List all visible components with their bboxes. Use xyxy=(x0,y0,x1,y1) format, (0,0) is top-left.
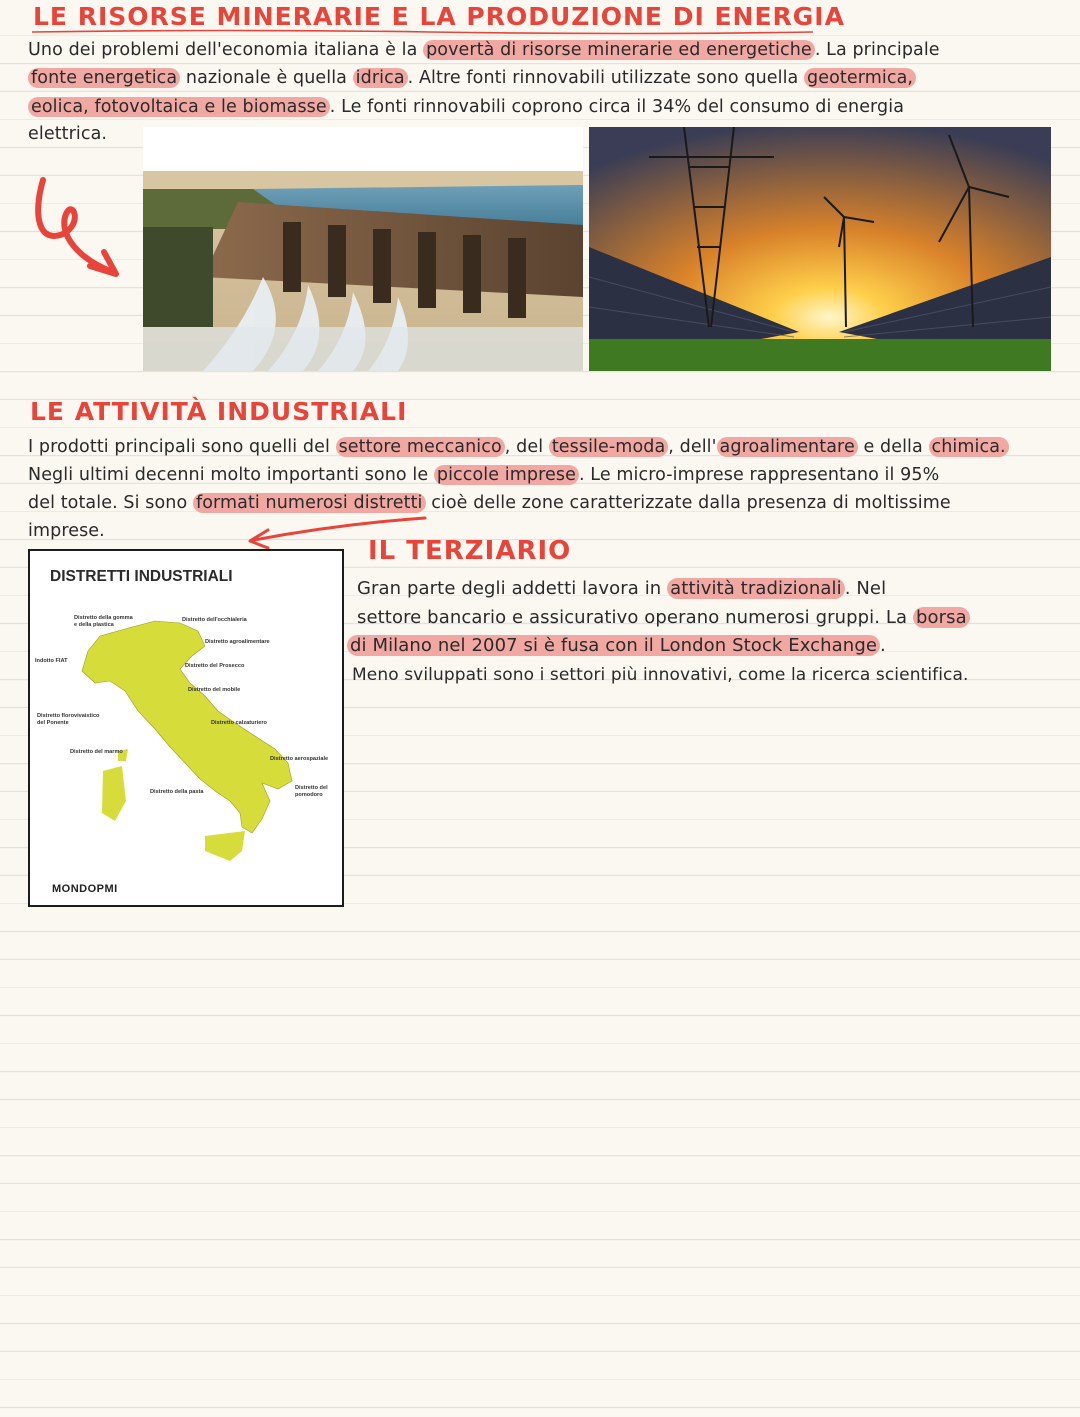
energy-text-line: Uno dei problemi dell'economia italiana è la povertà di risorse minerarie ed energetiche . La principale xyxy=(28,40,940,60)
label-fiat: Indotto FIAT xyxy=(35,658,68,664)
section-title-tertiary: IL TERZIARIO xyxy=(368,536,572,566)
label-pasta: Distretto della pasta xyxy=(150,789,204,795)
districts-map xyxy=(28,549,344,907)
tertiary-text-line: Meno sviluppati sono i settori più innovativi, come la ricerca scientifica. xyxy=(352,665,969,685)
industry-text-line: I prodotti principali sono quelli del settore meccanico , del tessile-moda , dell' agroalimentare e della chimica. xyxy=(28,434,1009,460)
arrow-doodle-icon xyxy=(28,174,128,284)
label-agrifood: Distretto agroalimentare xyxy=(205,639,270,645)
italy-map-shape xyxy=(30,551,342,905)
industry-text-line: Negli ultimi decenni molto importanti sono le piccole imprese . Le micro-imprese rappresentano il 95% xyxy=(28,465,940,485)
industry-text-line: del totale. Si sono formati numerosi distretti cioè delle zone caratterizzate dalla presenza di moltissime xyxy=(28,493,951,513)
title-underline xyxy=(30,29,815,35)
dam-photo xyxy=(143,127,583,371)
label-marble: Distretto del marmo xyxy=(70,749,123,755)
map-title: DISTRETTI INDUSTRIALI xyxy=(50,568,233,585)
energy-text-line: elettrica. xyxy=(28,124,108,144)
section-title-energy: LE RISORSE MINERARIE E LA PRODUZIONE DI ENERGIA xyxy=(33,2,845,31)
tertiary-text-line: di Milano nel 2007 si è fusa con il London Stock Exchange . xyxy=(347,633,886,659)
label-rubber-plastics: Distretto della gomma e della plastica xyxy=(74,615,133,628)
label-flowers: Distretto florovivaistico del Ponente xyxy=(37,713,100,726)
label-tomato: Distretto del pomodoro xyxy=(295,785,328,798)
label-aerospace: Distretto aerospaziale xyxy=(270,756,329,762)
industry-text-line: imprese. xyxy=(28,521,105,541)
tertiary-text-line: settore bancario e assicurativo operano numerosi gruppi. La borsa xyxy=(357,605,970,631)
tertiary-text-line: Gran parte degli addetti lavora in attività tradizionali . Nel xyxy=(357,578,887,599)
renewables-photo xyxy=(589,127,1051,371)
energy-text-line: eolica, fotovoltaica e le biomasse . Le fonti rinnovabili coprono circa il 34% del consumo di energia xyxy=(28,94,904,120)
section-title-industry: LE ATTIVITÀ INDUSTRIALI xyxy=(30,397,408,426)
label-furniture: Distretto del mobile xyxy=(188,687,241,693)
energy-text-line: fonte energetica nazionale è quella idrica . Altre fonti rinnovabili utilizzate sono quella geotermica, xyxy=(28,65,916,91)
label-prosecco: Distretto del Prosecco xyxy=(185,663,245,669)
label-footwear: Distretto calzaturiero xyxy=(211,720,267,726)
brand-logo: MONDOPMI xyxy=(52,883,118,895)
label-eyewear: Distretto dell'occhialeria xyxy=(182,617,247,623)
